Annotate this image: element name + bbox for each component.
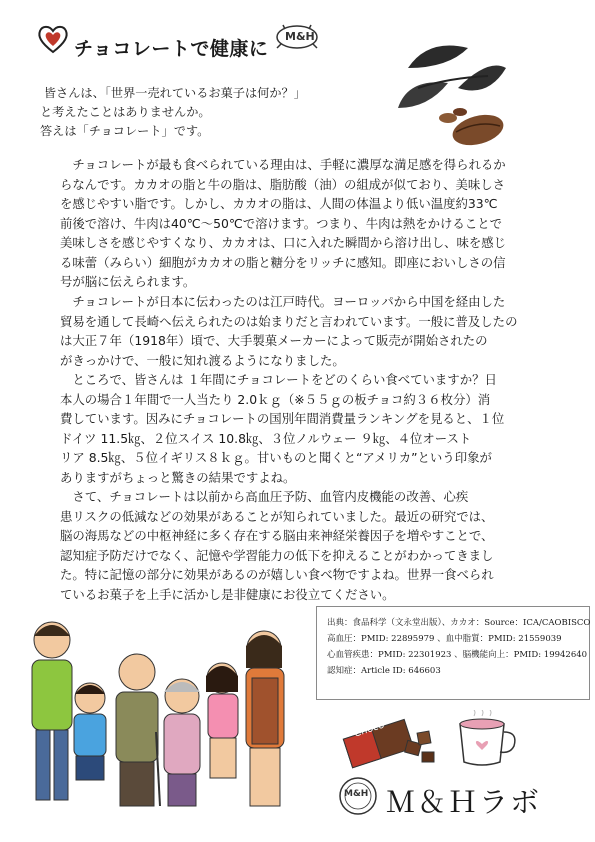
choco-bar-label: Choco	[353, 719, 387, 740]
body-line: を感じやすい脂です。しかし、カカオの脂は、人間の体温より低い温度約33℃	[60, 196, 498, 211]
body-line: 号が脳に伝えられます。	[60, 274, 196, 289]
intro-line: と考えたことはありませんか。	[40, 105, 211, 119]
citation-line: 高血圧：PMID: 22895979 、血中脂質：PMID: 21559039	[327, 634, 562, 644]
body-line: た。特に記憶の部分に効果があるのが嬉しい食べ物ですよね。世界一食べられ	[60, 567, 494, 582]
cacao-illustration	[388, 28, 508, 158]
paragraph-2	[60, 292, 574, 370]
body-line: ありますがちょっと驚きの結果ですよね。	[60, 469, 296, 485]
body-line: らなんです。カカオの脂と牛の脂は、脂肪酸（油）の組成が似ており、美味しさ	[60, 176, 506, 192]
body-line: 脳の海馬などの中枢神経に多く存在する脳由来神経栄養因子を増やすことで、	[60, 528, 494, 543]
mh-emblem-text: M&H	[285, 30, 315, 43]
paragraph-3	[60, 370, 574, 487]
page-title: チョコレートで健康に	[74, 38, 269, 60]
body-line: チョコレートが日本に伝わったのは江戸時代。ヨーロッパから中国を経由した	[60, 294, 506, 309]
body-line: は大正７年（1918年）頃で、大手製菓メーカーによって販売が開始されたの	[60, 333, 488, 348]
body-line: 認知症予防だけでなく、記憶や学習能力の低下を抑えることがわかってきまし	[60, 547, 494, 563]
paragraph-1	[60, 155, 574, 292]
intro-line: 答えは「チョコレート」です。	[40, 124, 210, 138]
intro-text	[40, 84, 306, 141]
body-line: 美味しさを感じやすくなり、カカオは、口に入れた瞬間から溶け出し、味を感じ	[60, 235, 507, 250]
body-line: ところで、皆さんは １年間にチョコレートをどのくらい食べていますか？日	[60, 372, 497, 387]
brand-logo-icon	[338, 776, 378, 816]
body-line: ているお菓子を上手に活かし是非健康にお役立てください。	[60, 586, 395, 602]
heart-logo-icon	[36, 22, 70, 56]
family-illustration	[22, 612, 312, 812]
brand-logo-text: M&H	[344, 789, 369, 799]
body-line: さて、チョコレートは以前から高血圧予防、血管内皮機能の改善、心疾	[60, 489, 469, 504]
brand-name: Ｍ＆Ｈラボ	[386, 785, 542, 819]
paragraph-4	[60, 487, 574, 604]
body-line: リア 8.5㎏、５位イギリス８ｋｇ。甘いものと聞くと“アメリカ”という印象が	[60, 450, 492, 465]
citation-line: 認知症：Article ID: 646603	[327, 666, 441, 676]
citation-line: 出典：食品科学（文永堂出版）、カカオ：Source：ICA/CAOBISCO	[327, 618, 591, 628]
body-line: 前後で溶け、牛肉は40℃〜50℃で溶けます。つまり、牛肉は熱をかけることで	[60, 215, 502, 231]
body-line: 費しています。因みにチョコレートの国別年間消費量ランキングを見ると、１位	[60, 411, 505, 426]
citation-box	[316, 606, 590, 700]
cocoa-cup-illustration	[452, 710, 522, 770]
body-line: 貿易を通して長崎へ伝えられたのは始まりだと言われています。一般に普及したの	[60, 313, 518, 329]
body-line: ドイツ 11.5㎏、２位スイス 10.8㎏、３位ノルウェー ９㎏、４位オースト	[60, 430, 472, 446]
chocolate-bar-illustration	[340, 708, 440, 774]
body-line: 患リスクの低減などの効果があることが知られていました。最近の研究では、	[60, 508, 494, 524]
citation-line: 心血管疾患：PMID: 22301923 、脳機能向上：PMID: 19942640	[327, 650, 588, 660]
body-line: がきっかけで、一般に知れ渡るようになりました。	[60, 352, 345, 368]
body-line: 本人の場合１年間で一人当たり 2.0ｋｇ（※５５ｇの板チョコ約３６枚分）消	[60, 391, 491, 407]
intro-line: 皆さんは、「世界一売れているお菓子は何か？」	[40, 86, 306, 100]
body-line: る味蕾（みらい）細胞がカカオの脂と糖分をリッチに感知。即座においしさの信	[60, 254, 506, 270]
mh-emblem-small	[275, 24, 319, 50]
body-line: チョコレートが最も食べられている理由は、手軽に濃厚な満足感を得られるか	[60, 157, 506, 172]
